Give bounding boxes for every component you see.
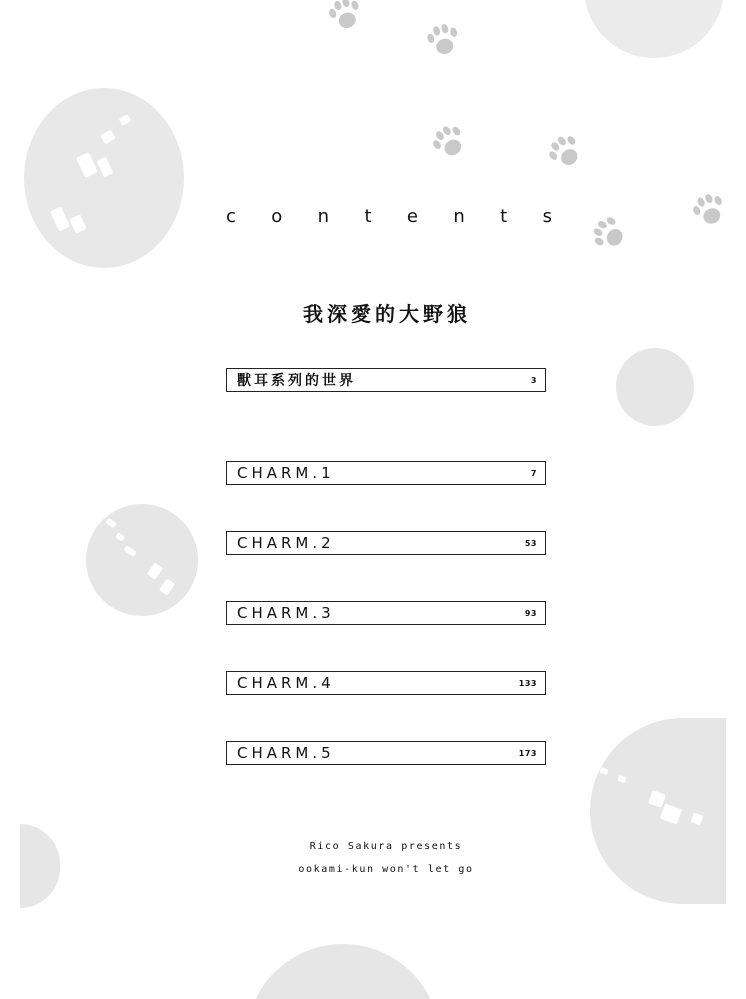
paw-print-icon <box>584 209 634 260</box>
credit-title-line: ookami-kun won't let go <box>298 864 474 875</box>
toc-entry-page: 133 <box>518 678 537 688</box>
toc-entry-charm-5[interactable] <box>226 741 546 765</box>
decor-circle-bottom <box>246 944 440 999</box>
contents-letter: e <box>406 206 418 227</box>
toc-entry-charm-1[interactable] <box>226 461 546 485</box>
decor-circle-left-bottom <box>20 824 60 908</box>
decor-circle-right-bottom <box>590 718 726 904</box>
toc-entry-charm-2[interactable] <box>226 531 546 555</box>
contents-letter: c <box>226 206 236 227</box>
toc-entry-page: 93 <box>524 608 537 618</box>
decor-circle-right-mid <box>616 348 694 426</box>
toc-entry-page: 7 <box>530 468 537 478</box>
paw-print-icon <box>321 0 369 37</box>
contents-heading <box>226 206 552 227</box>
toc-entry-charm-3[interactable] <box>226 601 546 625</box>
paw-print-icon <box>423 116 475 167</box>
toc-entry-page: 173 <box>518 748 537 758</box>
contents-letter: t <box>500 206 508 227</box>
decor-circle-left-top <box>24 88 184 268</box>
decor-circle-left-mid <box>86 504 198 616</box>
toc-entry-page: 53 <box>524 538 537 548</box>
contents-letter: n <box>317 206 330 227</box>
toc-entry-prologue[interactable] <box>226 368 546 392</box>
toc-entry-label: CHARM.2 <box>237 534 335 552</box>
paw-print-icon <box>420 18 466 63</box>
paw-print-icon <box>684 186 734 235</box>
toc-entry-label: CHARM.4 <box>237 674 335 692</box>
toc-entry-page: 3 <box>530 375 537 385</box>
contents-letter: o <box>271 206 283 227</box>
credit-author-line: Rico Sakura presents <box>309 841 463 852</box>
paw-print-icon <box>539 126 591 178</box>
toc-entry-label: 獸耳系列的世界 <box>237 373 356 389</box>
toc-entry-label: CHARM.1 <box>237 464 335 482</box>
toc-entry-label: CHARM.5 <box>237 744 335 762</box>
contents-letter: n <box>453 206 465 227</box>
toc-entry-label: CHARM.3 <box>237 604 335 622</box>
toc-entry-charm-4[interactable] <box>226 671 546 695</box>
decor-circle-top-right <box>584 0 724 58</box>
contents-letter: t <box>364 206 372 227</box>
book-title: 我深愛的大野狼 <box>303 302 471 326</box>
contents-letter: s <box>542 206 552 227</box>
